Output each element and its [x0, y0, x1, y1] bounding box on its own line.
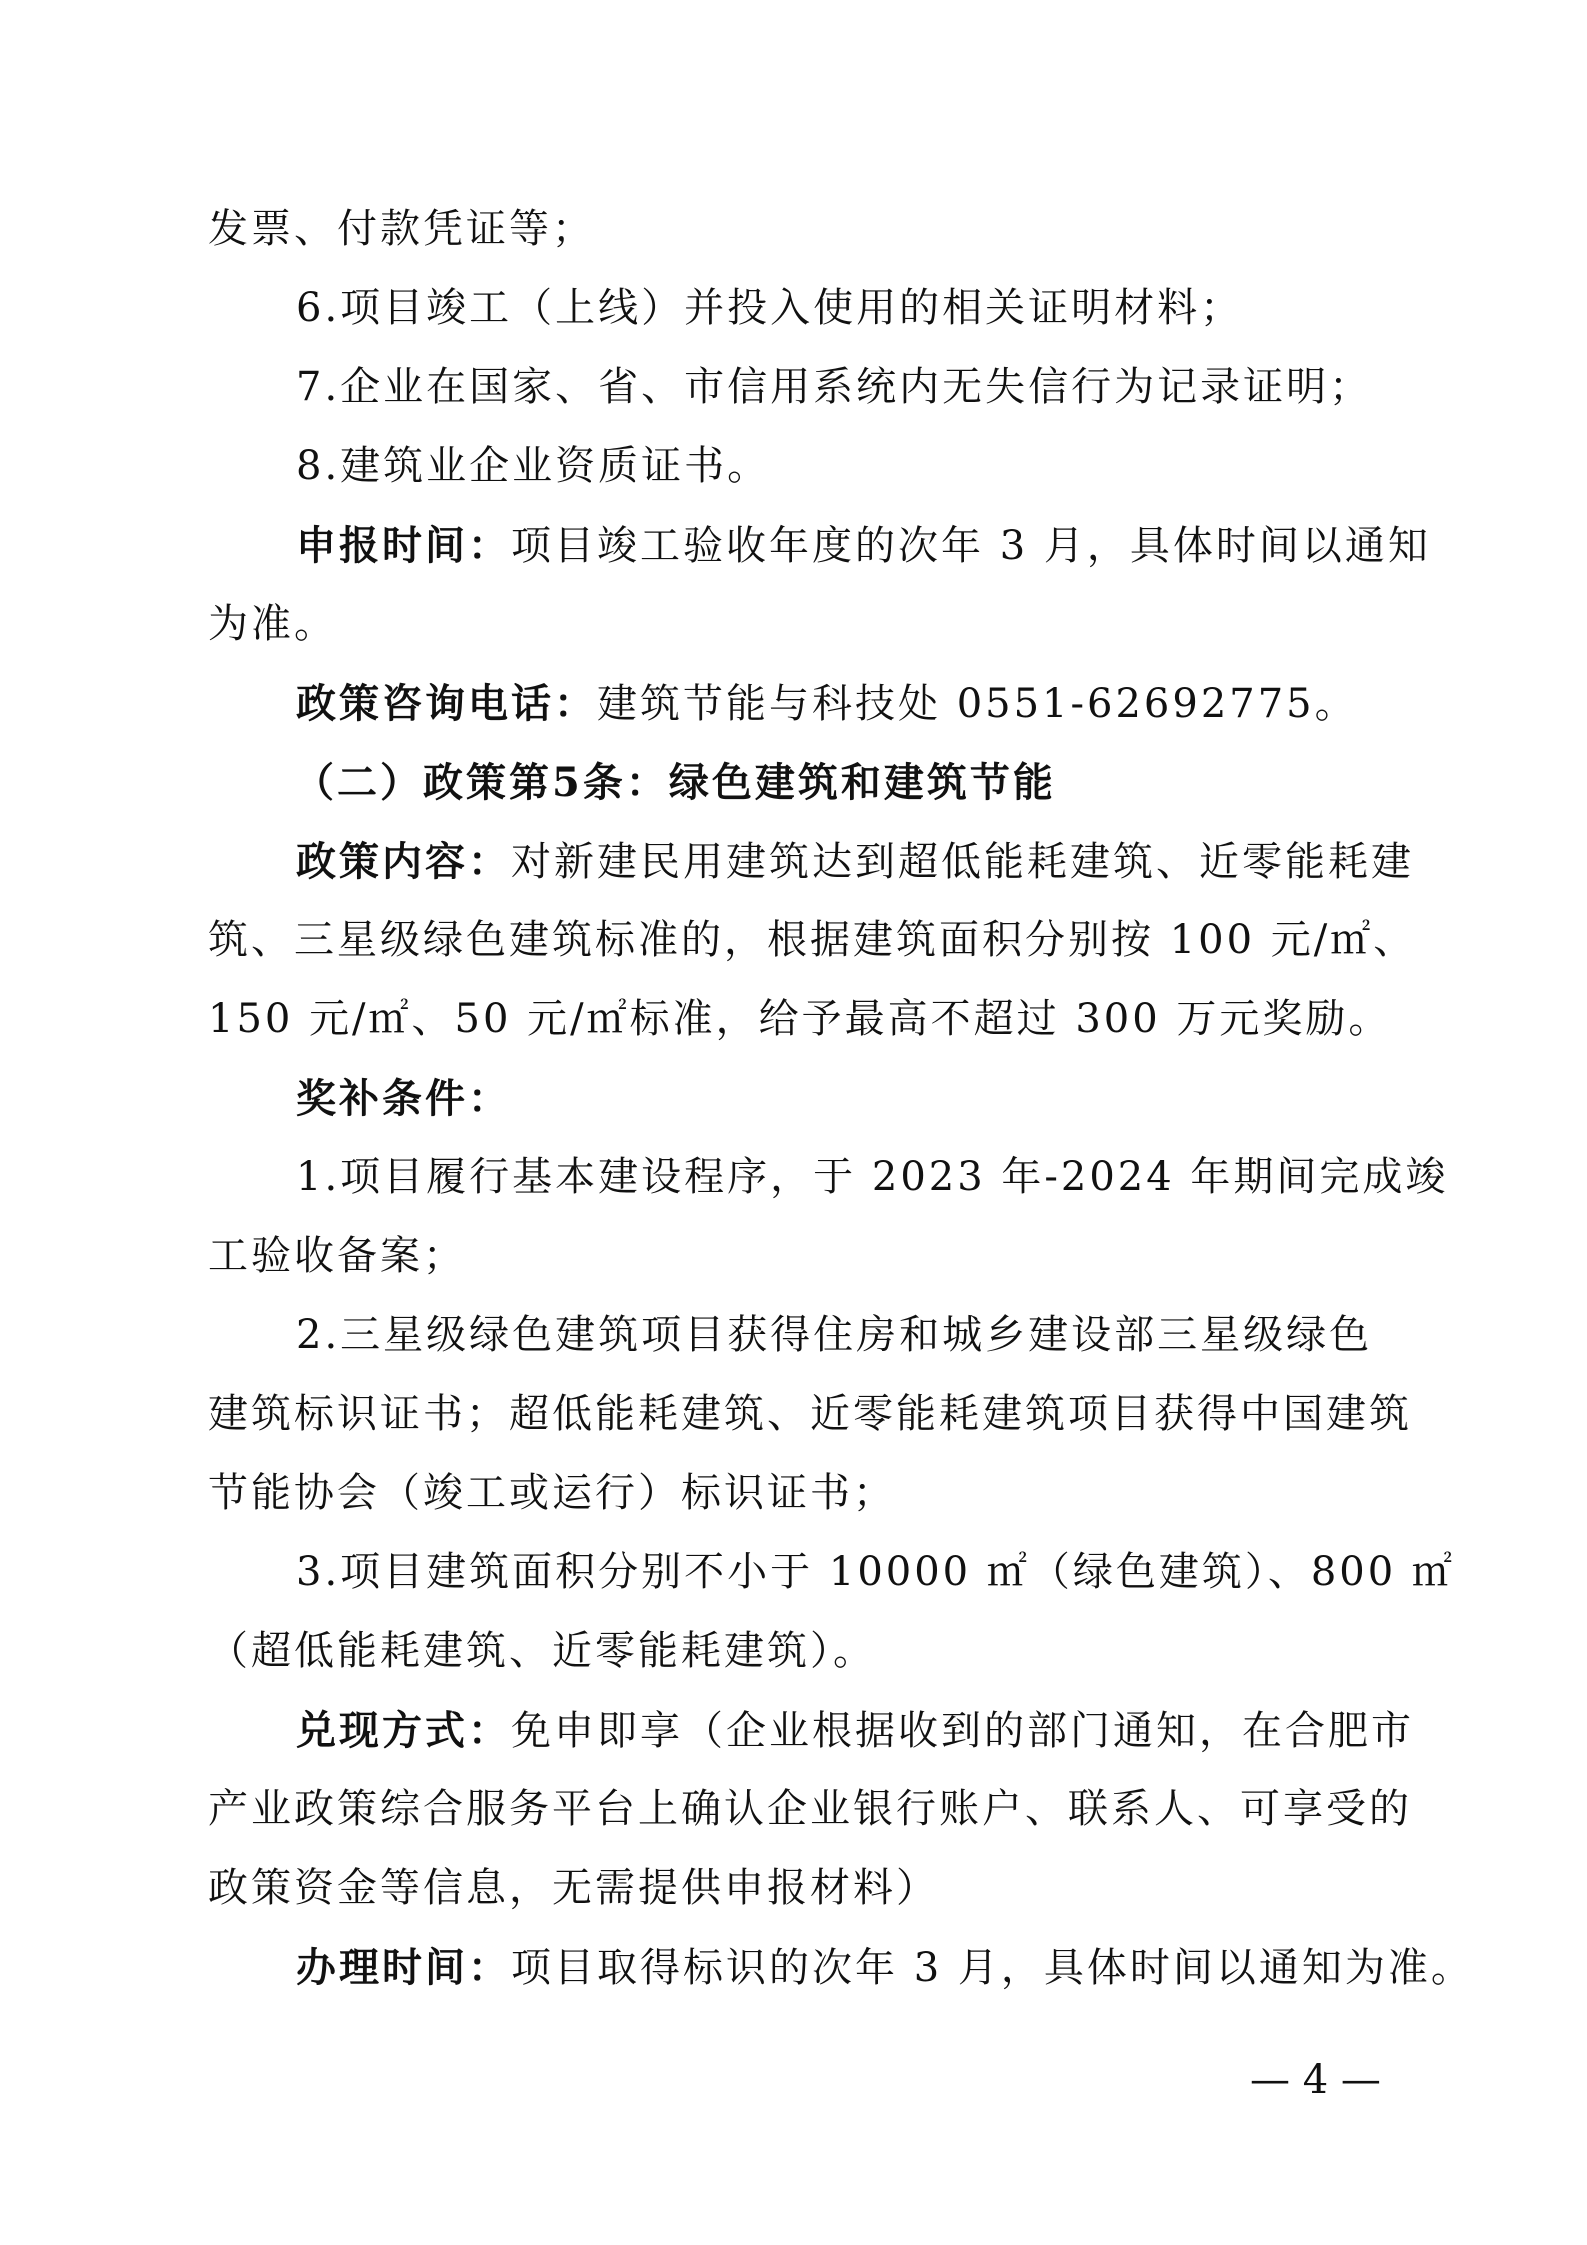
redeem-text-cont: 政策资金等信息，无需提供申报材料） [208, 1865, 939, 1911]
redeem-label: 兑现方式： [296, 1707, 511, 1754]
apply-time-label: 申报时间： [296, 522, 511, 569]
handle-time-label: 办理时间： [296, 1944, 511, 1991]
consult-phone-label: 政策咨询电话： [296, 680, 597, 727]
consult-phone-paragraph [208, 664, 1384, 743]
handle-time-text: 项目取得标识的次年 3 月，具体时间以通知为准。 [511, 1945, 1474, 1991]
redeem-text: 免申即享（企业根据收到的部门通知，在合肥市 [511, 1708, 1414, 1754]
condition-item: 2.三星级绿色建筑项目获得住房和城乡建设部三星级绿色 [296, 1312, 1373, 1358]
handle-time-paragraph [208, 1928, 1474, 2007]
list-item: 8.建筑业企业资质证书。 [296, 443, 771, 489]
condition-item: 3.项目建筑面积分别不小于 10000 ㎡（绿色建筑）、800 ㎡ [296, 1549, 1455, 1595]
policy-content-text-cont: 筑、三星级绿色建筑标准的，根据建筑面积分别按 100 元/㎡、 [208, 917, 1417, 963]
policy-content-label: 政策内容： [296, 838, 511, 885]
list-item: 6.项目竣工（上线）并投入使用的相关证明材料； [296, 285, 1244, 331]
document-body [208, 190, 1474, 2007]
policy-content-paragraph [208, 822, 1414, 901]
section-heading: （二）政策第5条：绿色建筑和建筑节能 [294, 759, 1056, 806]
apply-time-paragraph [208, 506, 1431, 585]
list-item: 7.企业在国家、省、市信用系统内无失信行为记录证明； [296, 364, 1373, 410]
apply-time-text: 项目竣工验收年度的次年 3 月，具体时间以通知 [511, 523, 1431, 569]
redeem-paragraph [208, 1691, 1414, 1770]
continuation-line: 发票、付款凭证等； [208, 206, 595, 252]
condition-item: 1.项目履行基本建设程序，于 2023 年-2024 年期间完成竣 [296, 1154, 1449, 1200]
conditions-label: 奖补条件： [296, 1075, 511, 1122]
page-number: — 4 — [1250, 2057, 1381, 2103]
apply-time-text-cont: 为准。 [208, 601, 337, 647]
condition-item-cont: 工验收备案； [208, 1233, 466, 1279]
policy-content-text-cont: 150 元/㎡、50 元/㎡标准，给予最高不超过 300 万元奖励。 [208, 996, 1392, 1042]
condition-item-cont: 建筑标识证书；超低能耗建筑、近零能耗建筑项目获得中国建筑 [208, 1391, 1412, 1437]
condition-item-cont: （超低能耗建筑、近零能耗建筑）。 [208, 1628, 876, 1674]
condition-item-cont: 节能协会（竣工或运行）标识证书； [208, 1470, 896, 1516]
policy-content-text: 对新建民用建筑达到超低能耗建筑、近零能耗建 [511, 839, 1414, 885]
redeem-text-cont: 产业政策综合服务平台上确认企业银行账户、联系人、可享受的 [208, 1786, 1412, 1832]
consult-phone-text: 建筑节能与科技处 0551-62692775。 [597, 681, 1358, 727]
